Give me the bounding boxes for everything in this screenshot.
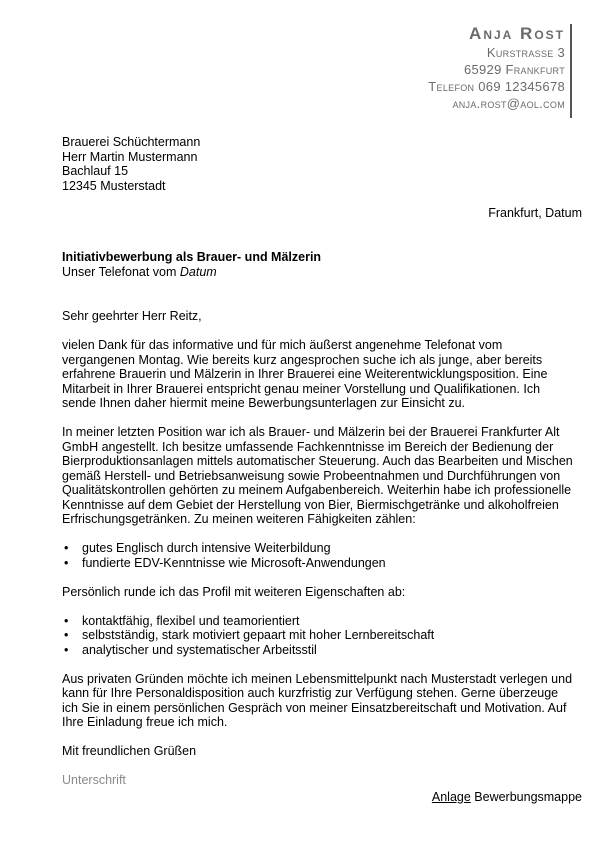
skills-list xyxy=(62,541,577,570)
attachment-label: Anlage xyxy=(431,790,471,804)
subject-reference xyxy=(62,265,321,280)
recipient-city: 12345 Musterstadt xyxy=(62,178,166,193)
sender-phone: Telefon 069 12345678 xyxy=(428,79,565,94)
letter-body xyxy=(62,309,577,788)
sender-city: 65929 Frankfurt xyxy=(463,62,565,77)
paragraph-experience: In meiner letzten Position war ich als Brauer- und Mälzerin bei der Brauerei Frankfurter Alt GmbH angestellt. Ich besitze umfassende Fachkenntnisse im Bereich der Bedienung der Bierproduktionsanlagen mittels automatischer Steuerung. Auch das Bearbeiten und Mischen gemäß Herstell- und Betriebsanweisung sowie Probeentnahmen und Durchführungen von Qualitätskontrollen gehörten zu meinem Aufgabenbereich. Weiterhin habe ich professionelle Kenntnisse auf dem Gebiet der Herstellung von Bier, Biermischgetränke und alkoholfreien Erfrischungsgetränken. Zu meinen weiteren Fähigkeiten zählen: xyxy=(62,425,573,526)
paragraph-closing: Aus privaten Gründen möchte ich meinen Lebensmittelpunkt nach Musterstadt verlegen und kann für Ihre Personaldisposition auch kurzfristig zur Verfügung stehen. Gerne überzeuge ich Sie in einem persönlichen Gespräch von meiner Einsatzbereitschaft und Motivation. Auf Ihre Einladung freue ich mich. xyxy=(62,671,573,729)
traits-list xyxy=(62,614,577,658)
sender-email: anja.rost@aol.com xyxy=(452,96,565,111)
recipient-contact: Herr Martin Mustermann xyxy=(62,149,198,164)
list-item: • selbstständig, stark motiviert gepaart mit hoher Lernbereitschaft xyxy=(82,628,577,643)
subject-ref-date: Datum xyxy=(179,264,217,279)
recipient-street: Bachlauf 15 xyxy=(62,164,129,178)
subject-block xyxy=(62,250,321,279)
signature-placeholder: Unterschrift xyxy=(62,773,126,787)
paragraph-intro: vielen Dank für das informative und für mich äußerst angenehme Telefonat vom vergangenen Montag. Wie bereits kurz angesprochen suche ich als junge, aber bereits erfahrene Brauerin und Mälzerin in Ihrer Brauerei eine Weiterentwicklungsposition. Eine Mitarbeit in Ihrer Brauerei entspricht genau meiner Vorstellung und Qualifikationen. Ich sende Ihnen daher hiermit meine Bewerbungsunterlagen zur Einsicht zu. xyxy=(62,338,548,410)
sender-street: Kurstrasse 3 xyxy=(486,45,565,60)
list-item: • fundierte EDV-Kenntnisse wie Microsoft-Anwendungen xyxy=(82,556,577,571)
greeting: Mit freundlichen Grüßen xyxy=(62,744,197,758)
recipient-company: Brauerei Schüchtermann xyxy=(62,135,201,149)
salutation: Sehr geehrter Herr Reitz, xyxy=(62,309,202,323)
subject-ref-prefix: Unser Telefonat vom xyxy=(62,264,180,279)
letterhead xyxy=(428,24,572,118)
subject-title: Initiativbewerbung als Brauer- und Mälzerin xyxy=(62,250,322,264)
recipient-address xyxy=(62,135,200,193)
letter-date: Frankfurt, Datum xyxy=(488,206,582,220)
profile-intro: Persönlich runde ich das Profil mit weiteren Eigenschaften ab: xyxy=(62,584,406,599)
attachment-note xyxy=(432,790,582,804)
list-item: • analytischer und systematischer Arbeitsstil xyxy=(82,643,577,658)
sender-name: Anja Rost xyxy=(469,24,565,43)
list-item: • kontaktfähig, flexibel und teamorientiert xyxy=(82,614,577,629)
attachment-text: Bewerbungsmappe xyxy=(470,790,582,804)
list-item: • gutes Englisch durch intensive Weiterbildung xyxy=(82,541,577,556)
